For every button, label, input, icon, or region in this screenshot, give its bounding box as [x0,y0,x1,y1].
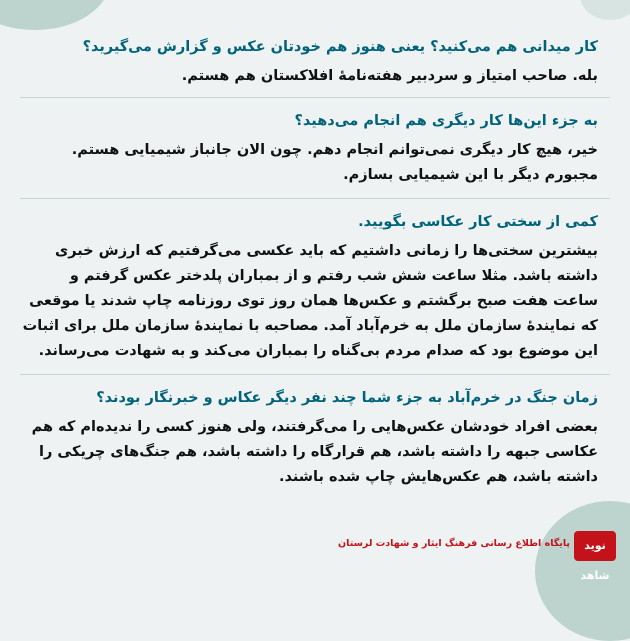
answer-1: بله. صاحب امتیاز و سردبیر هفته‌نامهٔ افلاکستان هم هستم. [181,68,598,84]
qa-block-4 [20,387,610,500]
site-logo [338,531,616,582]
answer-4: بعضی افراد خودشان عکس‌هایی را می‌گرفتند، ولی هنوز کسی را ندیده‌ام که هم عکاسی جبهه را داشته باشد، هم قرارگاه را داشته باشد، هم جنگ‌های چریکی را داشته باشد، هم عکس‌هایش چاپ شده باشند. [31,419,598,485]
question-4: زمان جنگ در خرم‌آباد به جزء شما چند نفر دیگر عکاس و خبرنگار بودند؟ [96,390,598,406]
qa-block-1 [20,36,610,98]
qa-block-3 [20,211,610,375]
answer-2: خیر، هیچ کار دیگری نمی‌توانم انجام دهم. چون الان جانباز شیمیایی هستم. مجبورم دیگر با این شیمیایی بسازم. [71,142,598,183]
question-2: به جزء این‌ها کار دیگری هم انجام می‌دهید؟ [294,113,598,129]
logo-text: پایگاه اطلاع رسانی فرهنگ ایثار و شهادت لرستان [338,538,570,549]
logo-badge: نوید شاهد [574,531,616,561]
answer-3: بیشترین سختی‌ها را زمانی داشتیم که باید عکسی می‌گرفتیم که ارزش خبری داشته باشد. مثلا ساعت شش شب رفتم و از بمباران پلدختر عکس گرفتم و ساعت هفت صبح برگشتم و عکس‌ها همان روز توی روزنامه چاپ شدند یا موقعی که نمایندهٔ سازمان ملل به خرم‌آباد آمد. مصاحبه با نمایندهٔ سازمان ملل برای اثبات این موضوع بود که صدام مردم بی‌گناه را بمباران می‌کند و به شهادت می‌رساند. [22,243,598,359]
question-1: کار میدانی هم می‌کنید؟ یعنی هنوز هم خودتان عکس و گزارش می‌گیرید؟ [82,39,598,55]
decorative-blob-top-right [580,0,630,20]
question-3: کمی از سختی کار عکاسی بگویید. [358,214,598,230]
interview-content [20,36,610,512]
decorative-blob-top-left [0,0,110,30]
qa-block-2 [20,110,610,199]
